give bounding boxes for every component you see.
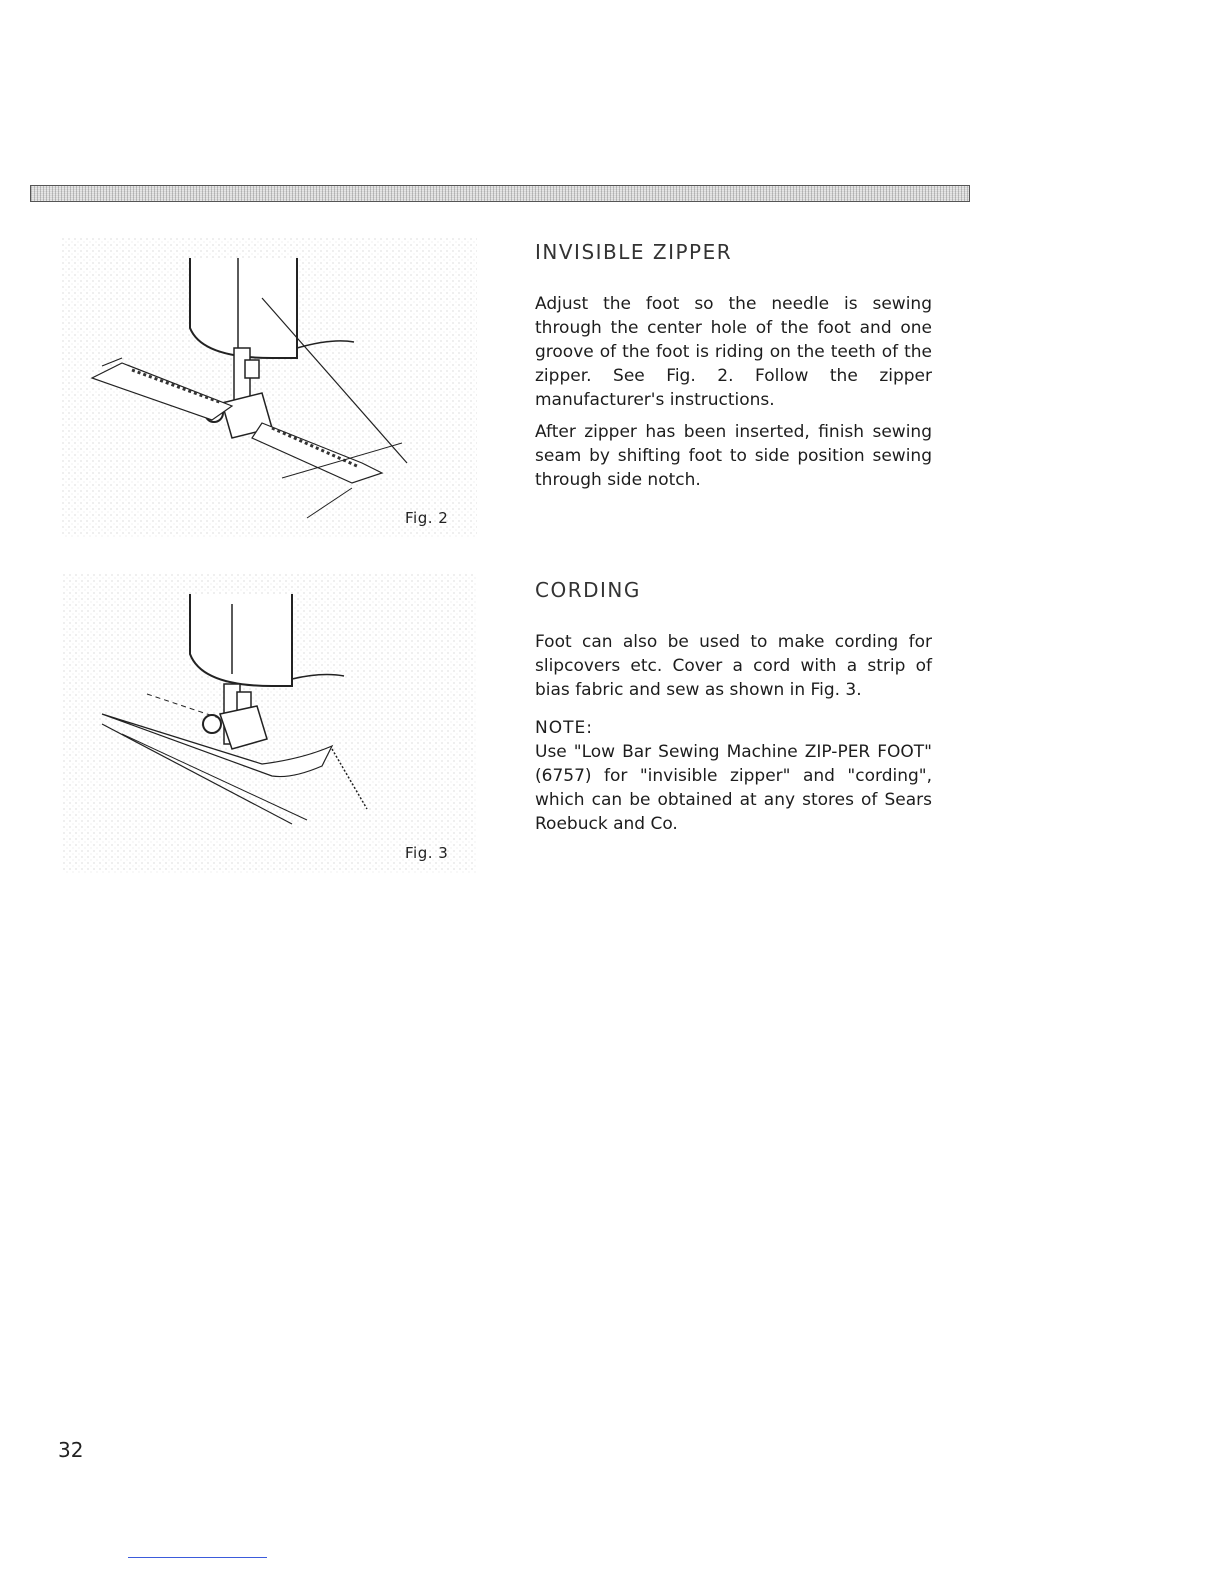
bottom-rule <box>128 1557 267 1558</box>
section-invisible-zipper <box>535 238 932 500</box>
decorative-header-band <box>30 185 970 202</box>
paragraph: Adjust the foot so the needle is sewing through the center hole of the foot and one groove of the foot is riding on the teeth of the zipper. See Fig. 2. Follow the zipper manufacturer's instructions. <box>535 294 932 410</box>
figure-3-caption: Fig. 3 <box>405 844 449 862</box>
section-title-invisible-zipper: INVISIBLE ZIPPER <box>535 240 733 264</box>
note-text: Use "Low Bar Sewing Machine ZIP-PER FOOT" (6757) for "invisible zipper" and "cording", which can be obtained at any stores of Sears Roebuck and Co. <box>535 742 932 834</box>
paragraph: After zipper has been inserted, finish sewing seam by shifting foot to side position sewing through side notch. <box>535 422 932 490</box>
cording-foot-illustration <box>62 574 477 874</box>
page-number: 32 <box>58 1438 84 1462</box>
paragraph: Foot can also be used to make cording for slipcovers etc. Cover a cord with a strip of bias fabric and sew as shown in Fig. 3. <box>535 632 932 700</box>
note-label: NOTE: <box>535 718 593 738</box>
figure-2-caption: Fig. 2 <box>405 509 449 527</box>
zipper-foot-illustration <box>62 238 477 538</box>
section-cording <box>535 576 932 844</box>
figure-2 <box>62 238 477 538</box>
section-title-cording: CORDING <box>535 578 641 602</box>
figure-3 <box>62 574 477 874</box>
